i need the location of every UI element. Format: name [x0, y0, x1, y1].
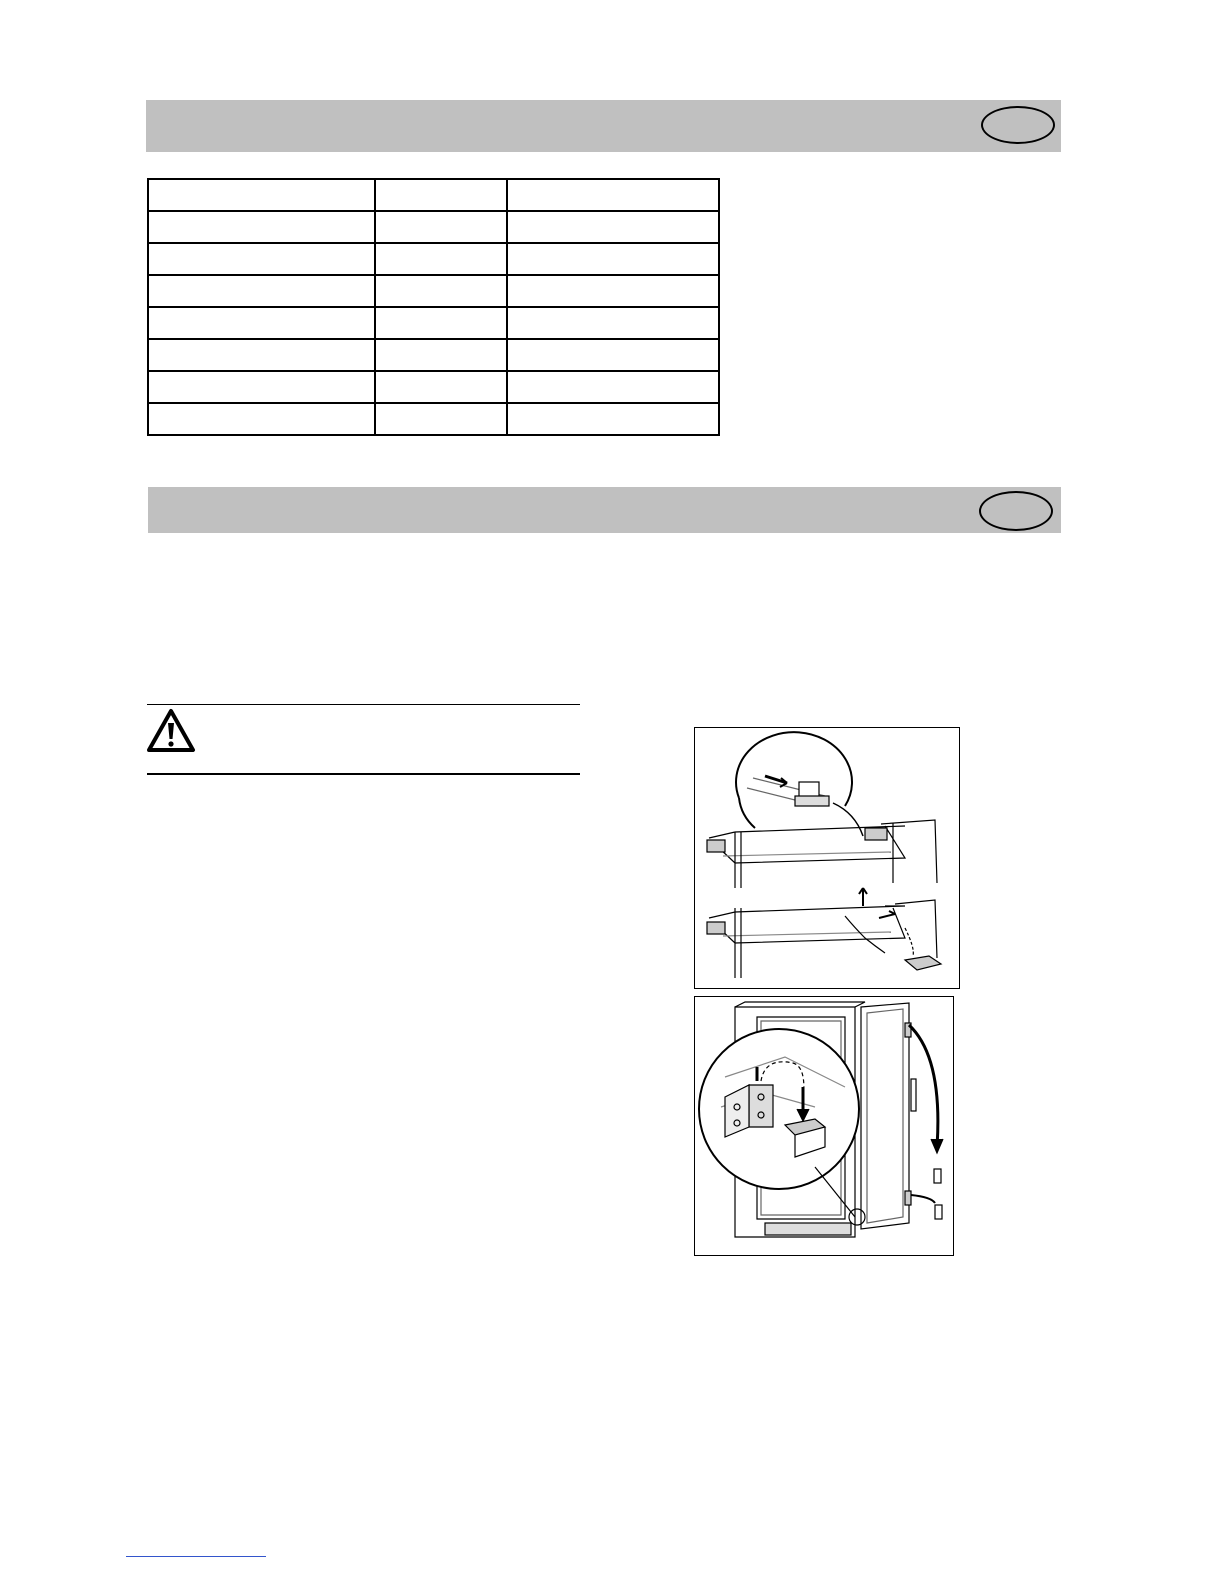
table-cell — [148, 243, 375, 275]
table-row — [148, 371, 719, 403]
table-row — [148, 243, 719, 275]
table-row — [148, 179, 719, 211]
door-hinge-illustration — [695, 997, 953, 1255]
table-cell — [507, 307, 719, 339]
door-hinge-figure — [694, 996, 954, 1256]
table-row — [148, 211, 719, 243]
table-cell — [507, 243, 719, 275]
table-cell — [375, 371, 507, 403]
table-cell — [148, 403, 375, 435]
table-cell — [375, 179, 507, 211]
table-cell — [507, 371, 719, 403]
shelf-clip-illustration — [695, 728, 959, 988]
warning-triangle-icon — [146, 708, 196, 754]
table-cell — [375, 339, 507, 371]
spec-table — [147, 178, 720, 436]
shelf-support-figure — [694, 727, 960, 989]
table-cell — [148, 339, 375, 371]
table-cell — [507, 339, 719, 371]
table-row — [148, 339, 719, 371]
table-cell — [507, 179, 719, 211]
table-row — [148, 403, 719, 435]
table-cell — [148, 275, 375, 307]
section-badge-1 — [981, 106, 1055, 144]
table-cell — [507, 211, 719, 243]
footer-link-underline — [126, 1556, 266, 1557]
warning-bottom-rule — [147, 773, 580, 775]
table-row — [148, 307, 719, 339]
table-cell — [375, 307, 507, 339]
warning-top-rule — [147, 704, 580, 705]
table-cell — [507, 275, 719, 307]
table-cell — [375, 403, 507, 435]
table-cell — [507, 403, 719, 435]
table-cell — [148, 371, 375, 403]
table-cell — [148, 307, 375, 339]
table-cell — [375, 243, 507, 275]
section-header-bar-2 — [148, 487, 1061, 533]
table-cell — [375, 275, 507, 307]
table-cell — [148, 179, 375, 211]
table-row — [148, 275, 719, 307]
section-header-bar-1 — [146, 100, 1061, 152]
table-cell — [375, 211, 507, 243]
section-badge-2 — [979, 491, 1053, 531]
table-cell — [148, 211, 375, 243]
